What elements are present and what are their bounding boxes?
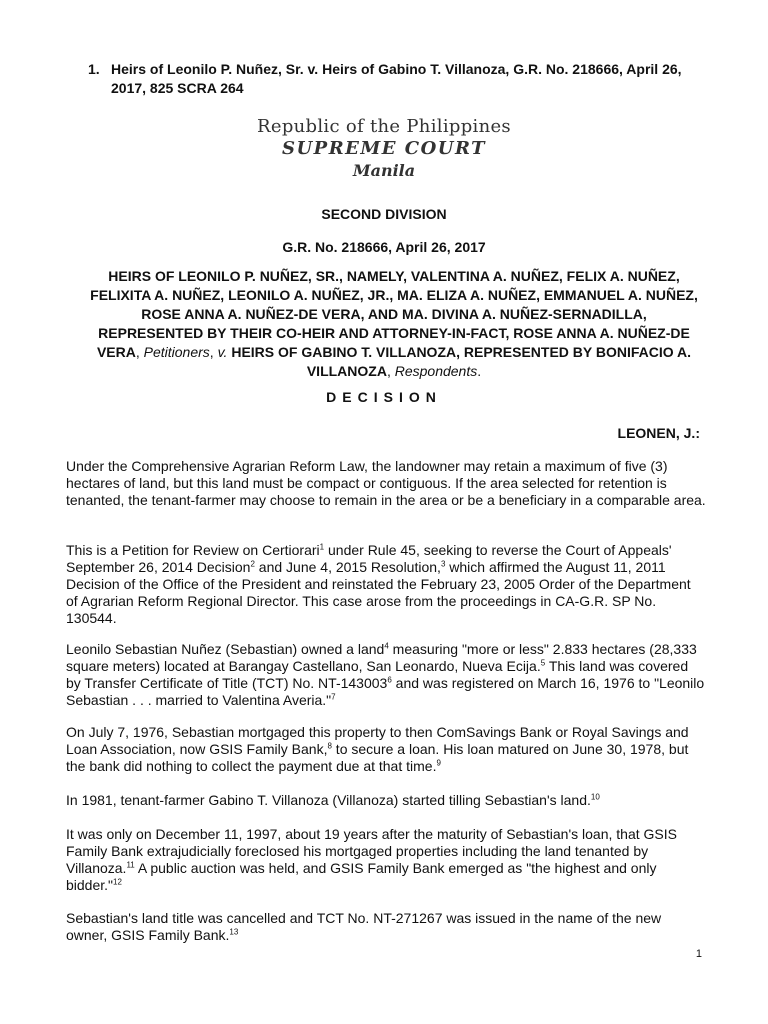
footnote-ref: 2: [250, 559, 255, 569]
division-title: SECOND DIVISION: [321, 206, 447, 222]
paragraph-7: Sebastian's land title was cancelled and TCT No. NT-271267 was issued in the name of the new owner, GSIS Family Bank.$^{13}$: [66, 910, 662, 943]
ponente-name: LEONEN, J.:: [617, 425, 700, 441]
footnote-ref: 6: [387, 675, 392, 685]
letterhead-court: SUPREME COURT: [281, 138, 487, 159]
footnote-ref: 1: [319, 542, 325, 552]
case-citation-heading: [88, 60, 708, 98]
citation-text: Heirs of Leonilo P. Nuñez, Sr. v. Heirs of Gabino T. Villanoza, G.R. No. 218666, April 26, 2017, 825 SCRA 264: [111, 61, 682, 96]
footnote-ref: 7: [331, 692, 336, 702]
footnote-ref: 5: [540, 658, 546, 668]
footnote-ref: 12: [113, 877, 122, 887]
list-number: 1.: [88, 61, 100, 77]
paragraph-5: In 1981, tenant-farmer Gabino T. Villanoza (Villanoza) started tilling Sebastian's land.$^{10}$: [66, 792, 600, 808]
paragraph-1: Under the Comprehensive Agrarian Reform Law, the landowner may retain a maximum of five (3) hectares of land, but this land must be compact or contiguous. If the area selected for retention is tenanted, the tenant-farmer may choose to remain in the area or be a beneficiary in a comparable area.: [66, 458, 706, 508]
respondents-label: Respondents: [394, 363, 478, 379]
case-parties: HEIRS OF LEONILO P. NUÑEZ, SR., NAMELY, VALENTINA A. NUÑEZ, FELIX A. NUÑEZ, FELIXITA A. NUÑEZ, LEONILO A. NUÑEZ, JR., MA. ELIZA A. NUÑEZ, EMMANUEL A. NUÑEZ, ROSE ANNA A. NUÑEZ-DE VERA, AND MA. DIVINA A. NUÑEZ-SERNADILLA, REPRESENTED BY THEIR CO-HEIR AND ATTORNEY-IN-FACT, ROSE ANNA A. NUÑEZ-DE VERA, Petitioners, v. HEIRS OF GABINO T. VILLANOZA, REPRESENTED BY BONIFACIO A. VILLANOZA, Respondents.: [90, 268, 698, 379]
respondents-names: HEIRS OF GABINO T. VILLANOZA, REPRESENTED BY BONIFACIO A. VILLANOZA: [231, 344, 692, 379]
footnote-ref: 13: [229, 927, 239, 937]
decision-heading: DECISION: [326, 389, 442, 405]
footnote-ref: 4: [384, 641, 389, 651]
paragraph-2: This is a Petition for Review on Certiorari$^1$ under Rule 45, seeking to reverse the Court of Appeals' September 26, 2014 Decision$^2$ and June 4, 2015 Resolution,$^3$ which affirmed the August 11, 2011 Decision of the Office of the President and reinstated the February 23, 2005 Order of the Department of Agrarian Reform Regional Director. This case arose from the proceedings in CA-G.R. SP No. 130544.: [66, 542, 691, 626]
gr-number-title: G.R. No. 218666, April 26, 2017: [282, 239, 486, 255]
letterhead-republic: Republic of the Philippines: [257, 116, 511, 137]
petitioners-label: Petitioners: [143, 344, 210, 360]
letterhead-city: Manila: [352, 161, 416, 180]
page-number: 1: [695, 948, 702, 960]
court-letterhead: [0, 116, 768, 182]
versus-label: v.: [217, 344, 228, 360]
paragraph-6: It was only on December 11, 1997, about 19 years after the maturity of Sebastian's loan, that GSIS Family Bank extrajudicially foreclosed his mortgaged properties including the land tenanted by Villanoza.$^{11}$ A public auction was held, and GSIS Family Bank emerged as "the highest and only bidder."$^{12}$: [66, 826, 677, 893]
paragraph-4: On July 7, 1976, Sebastian mortgaged this property to then ComSavings Bank or Royal Savings and Loan Association, now GSIS Family Bank,$^8$ to secure a loan. His loan matured on June 30, 1978, but the bank did nothing to collect the payment due at that time.$^9$: [66, 724, 689, 774]
paragraph-3: Leonilo Sebastian Nuñez (Sebastian) owned a land$^4$ measuring "more or less" 2.833 hectares (28,333 square meters) located at Barangay Castellano, San Leonardo, Nueva Ecija.$^5$ This land was covered by Transfer Certificate of Title (TCT) No. NT-143003$^6$ and was registered on March 16, 1976 to "Leonilo Sebastian . . . married to Valentina Averia."$^7$: [66, 641, 705, 708]
footnote-ref: 8: [327, 741, 332, 751]
footnote-ref: 9: [436, 758, 441, 768]
footnote-ref: 11: [126, 860, 135, 870]
footnote-ref: 10: [590, 792, 600, 802]
petitioners-names: HEIRS OF LEONILO P. NUÑEZ, SR., NAMELY, VALENTINA A. NUÑEZ, FELIX A. NUÑEZ, FELIXITA A. NUÑEZ, LEONILO A. NUÑEZ, JR., MA. ELIZA A. NUÑEZ, EMMANUEL A. NUÑEZ, ROSE ANNA A. NUÑEZ-DE VERA, AND MA. DIVINA A. NUÑEZ-SERNADILLA, REPRESENTED BY THEIR CO-HEIR AND ATTORNEY-IN-FACT, ROSE ANNA A. NUÑEZ-DE VERA: [90, 268, 698, 360]
footnote-ref: 3: [440, 559, 446, 569]
